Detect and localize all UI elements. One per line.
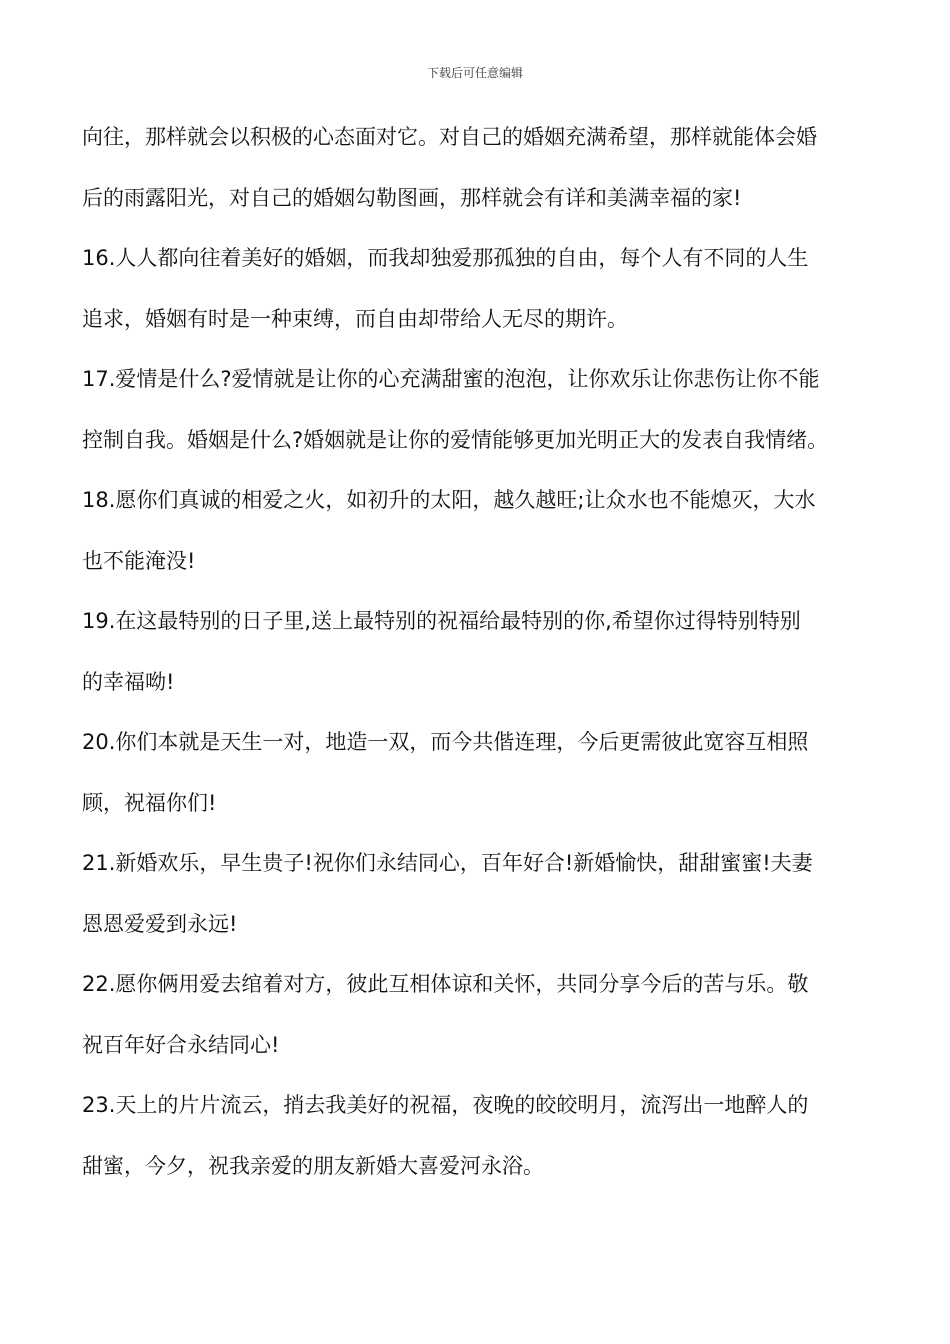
page-header-note: 下载后可任意编辑 [426,66,523,80]
text-line: 也不能淹没! [82,548,196,573]
body-text [82,112,872,1201]
text-line: 17.爱情是什么?爱情就是让你的心充满甜蜜的泡泡，让你欢乐让你悲伤让你不能 [82,367,820,391]
text-line: 的幸福呦! [82,669,175,694]
text-line: 22.愿你俩用爱去绾着对方，彼此互相体谅和关怀，共同分享今后的苦与乐。敬 [82,972,809,996]
text-line: 祝百年好合永结同心! [82,1032,280,1057]
text-line: 顾，祝福你们! [82,790,217,815]
text-line: 追求，婚姻有时是一种束缚，而自由却带给人无尽的期许。 [82,306,628,331]
text-line: 23.天上的片片流云，捎去我美好的祝福，夜晚的皎皎明月，流泻出一地醉人的 [82,1093,809,1117]
text-line: 19.在这最特别的日子里,送上最特别的祝福给最特别的你,希望你过得特别特别 [82,609,801,633]
text-line: 18.愿你们真诚的相爱之火，如初升的太阳，越久越旺;让众水也不能熄灭，大水 [82,488,816,512]
text-line: 控制自我。婚姻是什么?婚姻就是让你的爱情能够更加光明正大的发表自我情绪。 [82,427,829,452]
text-line: 16.人人都向往着美好的婚姻，而我却独爱那孤独的自由，每个人有不同的人生 [82,246,809,270]
text-line: 后的雨露阳光，对自己的婚姻勾勒图画，那样就会有详和美满幸福的家! [82,185,742,210]
text-line: 向往，那样就会以积极的心态面对它。对自己的婚姻充满希望，那样就能体会婚 [82,125,817,149]
text-line: 21.新婚欢乐，早生贵子!祝你们永结同心，百年好合!新婚愉快，甜甜蜜蜜!夫妻 [82,851,813,875]
text-line: 甜蜜，今夕，祝我亲爱的朋友新婚大喜爱河永浴。 [82,1153,544,1178]
text-line: 恩恩爱爱到永远! [82,911,238,936]
text-line: 20.你们本就是天生一对，地造一双，而今共偕连理，今后更需彼此宽容互相照 [82,730,809,754]
